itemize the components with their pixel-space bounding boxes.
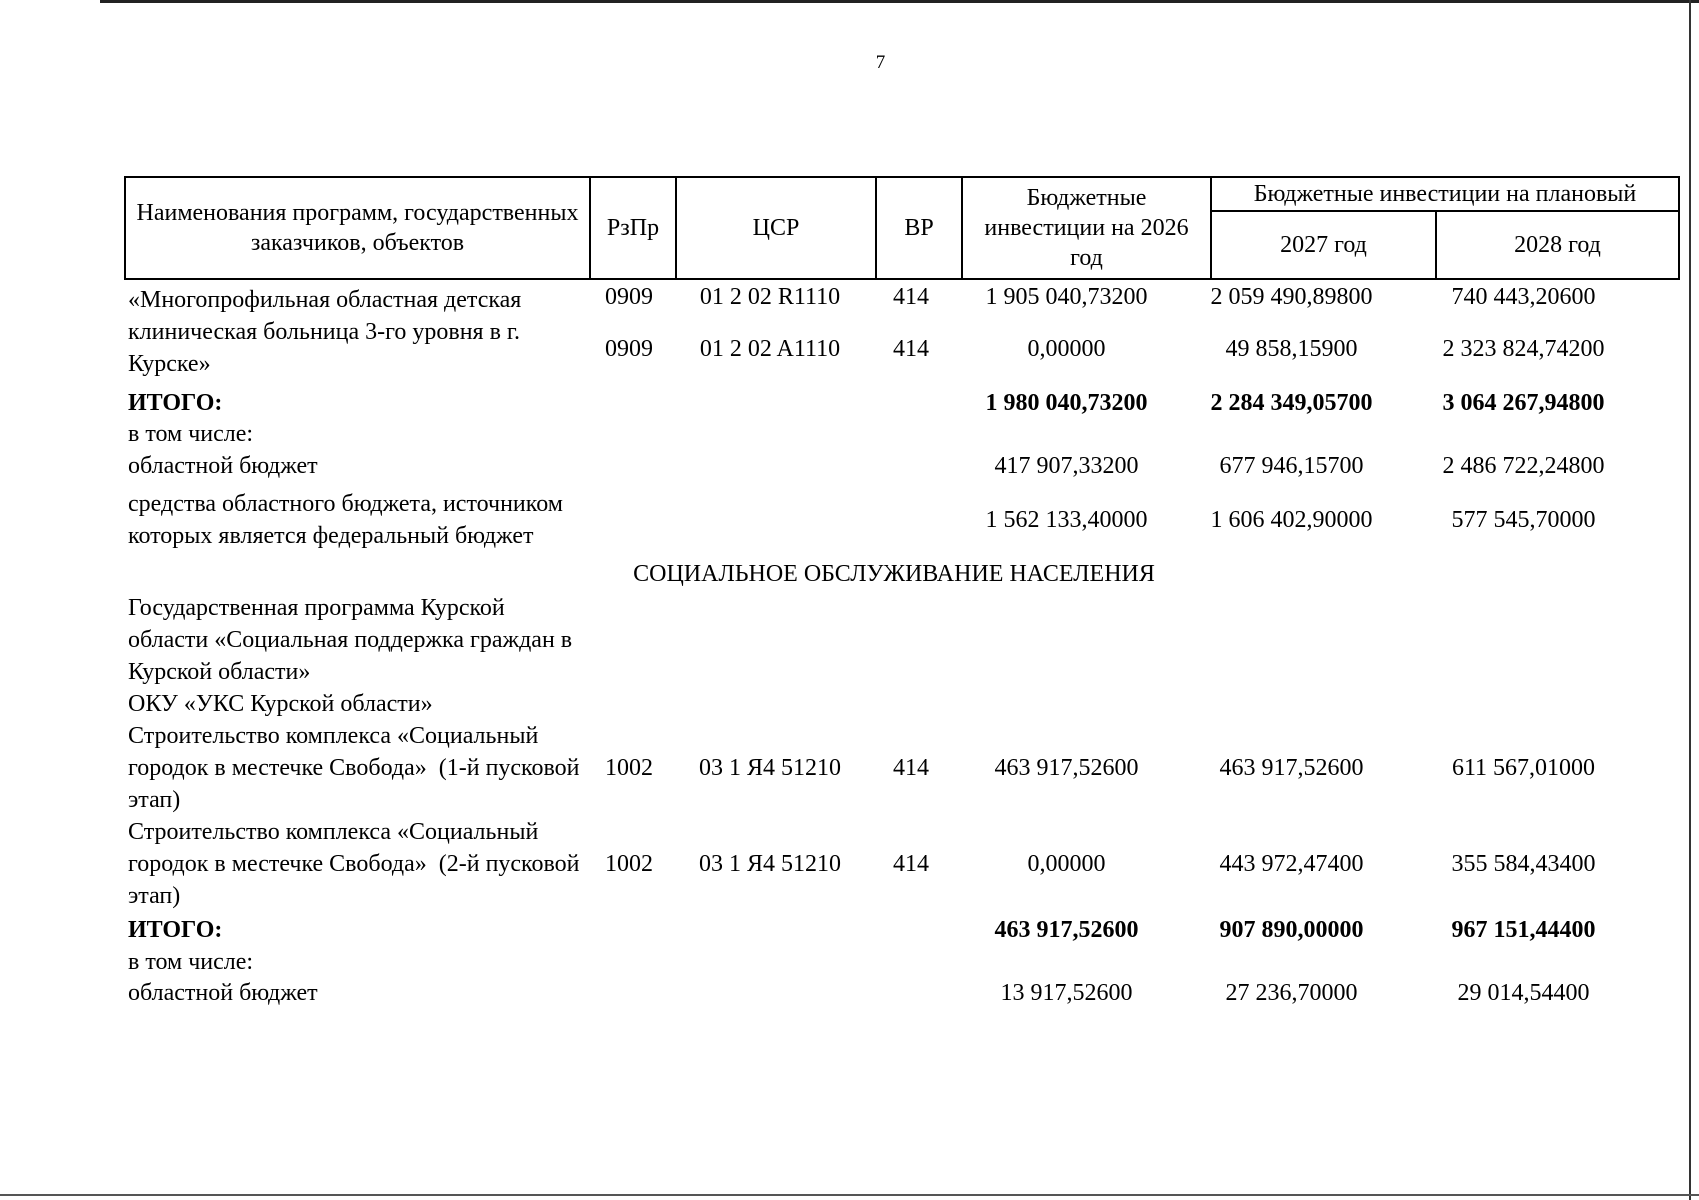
program-name: Государственная программа Курской области «Социальная поддержка граждан в Курской области» — [128, 595, 573, 685]
cell-vr: 414 — [893, 850, 929, 877]
cell-2026: 1 905 040,73200 — [985, 284, 1148, 310]
cell-2026: 0,00000 — [1027, 336, 1106, 362]
cell-rzpr: 0909 — [605, 336, 653, 362]
regional-2027: 677 946,15700 — [1219, 452, 1364, 479]
total-2028: 3 064 267,94800 — [1442, 389, 1605, 416]
scan-edge-top — [100, 0, 1699, 3]
table-row — [587, 332, 1644, 384]
federal-sourced-2028: 577 545,70000 — [1451, 506, 1596, 533]
regional-2028: 29 014,54400 — [1457, 979, 1590, 1006]
cell-rzpr: 0909 — [605, 284, 653, 310]
header-year-2028: 2028 год — [1436, 211, 1679, 279]
cell-2027: 2 059 490,89800 — [1210, 284, 1373, 310]
including-row — [124, 420, 1644, 448]
cell-vr: 414 — [893, 284, 929, 310]
program-row — [124, 592, 1644, 688]
federal-sourced-2027: 1 606 402,90000 — [1210, 506, 1373, 533]
cell-csr: 03 1 Я4 51210 — [698, 754, 841, 781]
cell-2026: 463 917,52600 — [994, 754, 1139, 781]
table-body — [124, 280, 1644, 1010]
regional-budget-row — [124, 448, 1644, 484]
header-vr-col: ВР — [876, 177, 962, 279]
federal-sourced-row — [124, 488, 1644, 552]
regional-2026: 417 907,33200 — [994, 452, 1139, 479]
cell-csr: 03 1 Я4 51210 — [698, 850, 841, 877]
page-number: 7 — [875, 52, 886, 73]
total-label: ИТОГО: — [128, 390, 223, 416]
table-row — [124, 280, 1644, 384]
section-title: СОЦИАЛЬНОЕ ОБСЛУЖИВАНИЕ НАСЕЛЕНИЯ — [633, 561, 1155, 587]
cell-vr: 414 — [893, 336, 929, 362]
including-label: в том числе: — [128, 421, 254, 447]
scan-edge-bottom — [0, 1194, 1699, 1196]
header-name-col: Наименования программ, государственных заказчиков, объектов — [125, 177, 590, 279]
scan-edge-right — [1689, 0, 1691, 1200]
header-planned-group: Бюджетные инвестиции на плановый — [1211, 177, 1679, 211]
header-csr-col: ЦСР — [676, 177, 876, 279]
including-label: в том числе: — [128, 949, 254, 975]
including-row — [124, 948, 1644, 976]
total-2028: 967 151,44400 — [1451, 916, 1596, 943]
cell-2028: 611 567,01000 — [1451, 754, 1596, 781]
cell-2028: 740 443,20600 — [1451, 284, 1596, 310]
total-2026: 463 917,52600 — [994, 916, 1139, 943]
header-budget-2026-col: Бюджетные инвестиции на 2026 год — [962, 177, 1211, 279]
cell-2027: 49 858,15900 — [1225, 336, 1358, 362]
total-2027: 907 890,00000 — [1219, 916, 1364, 943]
table-row — [587, 280, 1644, 332]
federal-sourced-2026: 1 562 133,40000 — [985, 506, 1148, 533]
object-name: «Многопрофильная областная детская клиническая больница 3-го уровня в г. Курске» — [128, 287, 522, 377]
cell-csr: 01 2 02 R1110 — [699, 284, 841, 310]
table-row — [124, 720, 1644, 816]
cell-2026: 0,00000 — [1027, 850, 1106, 877]
cell-csr: 01 2 02 A1110 — [699, 336, 841, 362]
cell-2027: 443 972,47400 — [1219, 850, 1364, 877]
customer-name: ОКУ «УКС Курской области» — [128, 691, 433, 717]
cell-rzpr: 1002 — [605, 754, 653, 781]
header-year-2027: 2027 год — [1211, 211, 1436, 279]
cell-2027: 463 917,52600 — [1219, 754, 1364, 781]
regional-budget-row — [124, 976, 1644, 1010]
cell-rzpr: 1002 — [605, 850, 653, 877]
total-2026: 1 980 040,73200 — [985, 389, 1148, 416]
total-row — [124, 912, 1644, 948]
total-row — [124, 386, 1644, 420]
object-rows — [587, 280, 1644, 384]
cell-2028: 355 584,43400 — [1451, 850, 1596, 877]
customer-row — [124, 688, 1644, 720]
header-rzpr-col: РзПр — [590, 177, 676, 279]
regional-2027: 27 236,70000 — [1225, 979, 1358, 1006]
regional-budget-label: областной бюджет — [128, 980, 318, 1006]
regional-2026: 13 917,52600 — [1000, 979, 1133, 1006]
object-name: Строительство комплекса «Социальный городок в местечке Свобода» (2-й пусковой этап) — [128, 819, 586, 909]
object-name: Строительство комплекса «Социальный городок в местечке Свобода» (1-й пусковой этап) — [128, 723, 586, 813]
table-row — [124, 816, 1644, 912]
regional-budget-label: областной бюджет — [128, 453, 318, 479]
total-2027: 2 284 349,05700 — [1210, 389, 1373, 416]
federal-sourced-label: средства областного бюджета, источником которых является федеральный бюджет — [128, 491, 563, 549]
regional-2028: 2 486 722,24800 — [1442, 452, 1605, 479]
cell-2028: 2 323 824,74200 — [1442, 336, 1605, 362]
total-label: ИТОГО: — [128, 917, 223, 943]
table-header — [124, 176, 1680, 280]
cell-vr: 414 — [893, 754, 929, 781]
